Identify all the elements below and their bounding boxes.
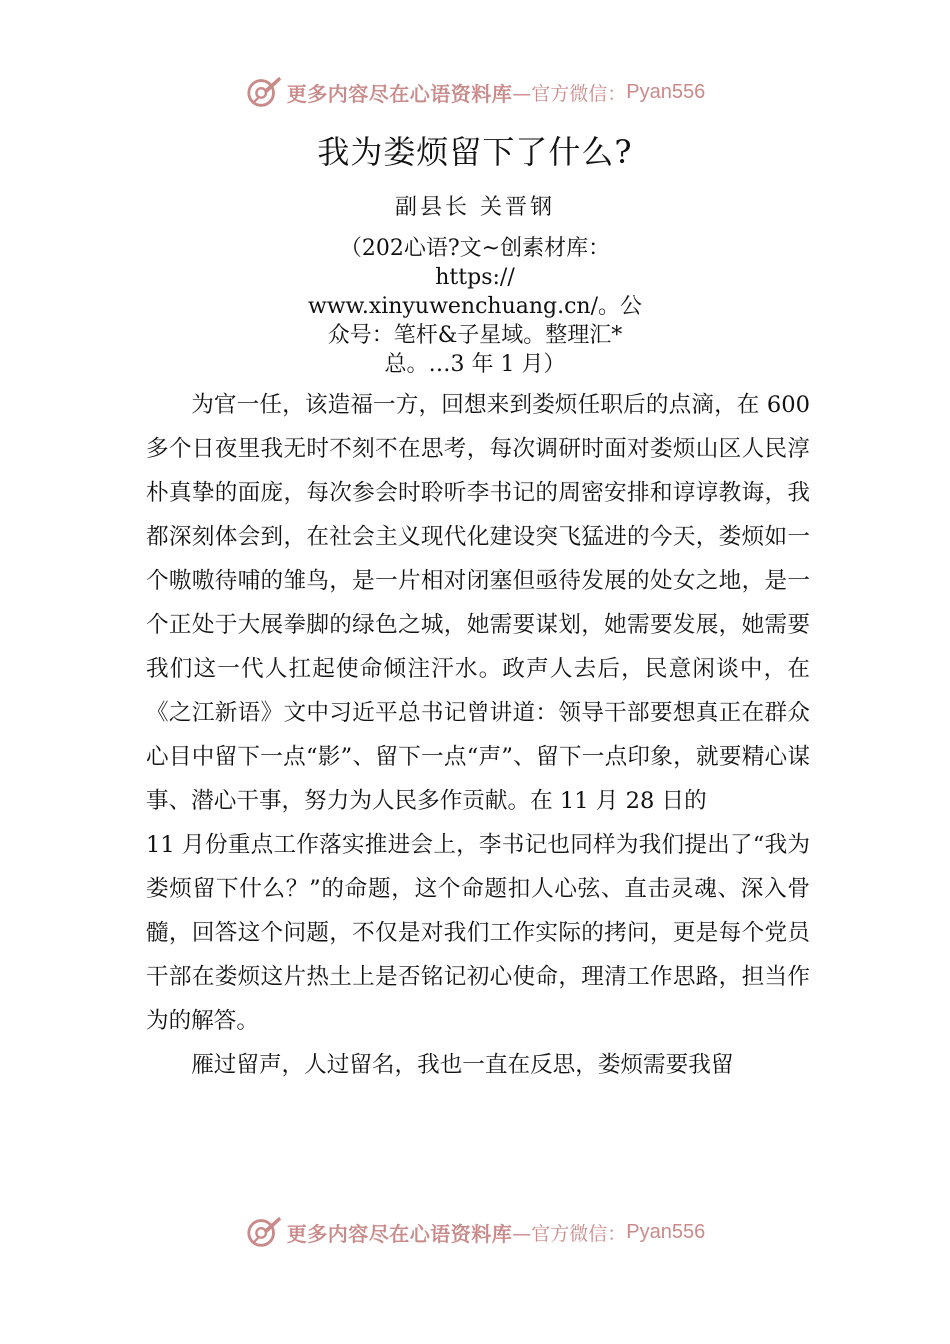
paragraph-2: 11 月份重点工作落实推进会上，李书记也同样为我们提出了“我为娄烦留下什么？”的命题，这个命题扣人心弦、直击灵魂、深入骨髓，回答这个问题，不仅是对我们工作实际的拷问，更是每个党员干部在娄烦这片热土上是否铭记初心使命，理清工作思路，担当作为的解答。 bbox=[146, 832, 810, 1034]
source-note bbox=[300, 234, 650, 379]
document-title: 我为娄烦留下了什么? bbox=[317, 133, 633, 171]
watermark-sub-text: —官方微信： bbox=[512, 1222, 627, 1245]
source-line-1: （202心语?文~创素材库： bbox=[339, 236, 611, 261]
watermark-wechat-id: Pyan556 bbox=[626, 80, 706, 103]
source-line-4: 众号：笔杆&子星域。整理汇* bbox=[327, 323, 623, 348]
watermark-header bbox=[0, 70, 950, 114]
watermark-footer bbox=[0, 1210, 950, 1254]
document-author: 副县长 关晋钢 bbox=[395, 195, 555, 220]
watermark-main-text: 更多内容尽在心语资料库 bbox=[286, 81, 513, 106]
source-line-3: www.xinyuwenchuang.cn/。公 bbox=[307, 294, 643, 319]
watermark-main-text: 更多内容尽在心语资料库 bbox=[286, 1221, 513, 1246]
document-body bbox=[146, 383, 810, 1087]
paragraph-3: 雁过留声，人过留名，我也一直在反思，娄烦需要我留 bbox=[191, 1052, 734, 1078]
paragraph-1: 为官一任，该造福一方，回想来到娄烦任职后的点滴，在 600 多个日夜里我无时不刻不在思考，每次调研时面对娄烦山区人民淳朴真挚的面庞，每次参会时聆听李书记的周密安排和谆谆教诲，我都深刻体会到，在社会主义现代化建设突飞猛进的今天，娄烦如一个嗷嗷待哺的雏鸟，是一片相对闭塞但亟待发展的处女之地，是一个正处于大展拳脚的绿色之城，她需要谋划，她需要发展，她需要我们这一代人扛起使命倾注汗水。政声人去后，民意闲谈中，在《之江新语》文中习近平总书记曾讲道：领导干部要想真正在群众心目中留下一点“影”、留下一点“声”、留下一点印象，就要精心谋事、潜心干事，努力为人民多作贡献。在 11 月 28 日的 bbox=[146, 392, 810, 814]
pen-logo-icon bbox=[245, 73, 283, 111]
watermark-wechat-id: Pyan556 bbox=[626, 1220, 706, 1243]
source-line-5: 总。…3 年 1 月） bbox=[384, 352, 566, 377]
source-line-2: https:// bbox=[435, 265, 515, 290]
watermark-sub-text: —官方微信： bbox=[512, 82, 627, 105]
pen-logo-icon bbox=[245, 1213, 283, 1251]
